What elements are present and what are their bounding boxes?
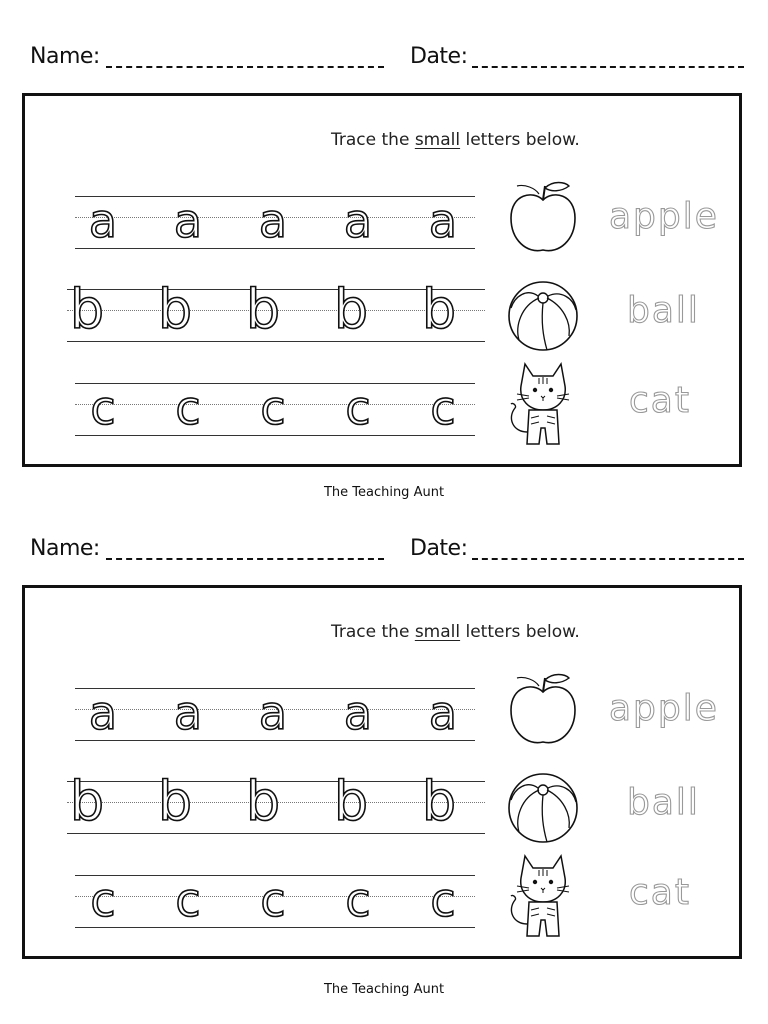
trace-letter: c — [430, 381, 456, 435]
apple-icon — [503, 178, 583, 258]
trace-letter: a — [343, 194, 373, 248]
instruction: Trace the small letters below. — [331, 622, 580, 642]
tracing-row-c — [75, 870, 475, 940]
trace-word-ball: ball — [627, 290, 700, 331]
credit: The Teaching Aunt — [323, 485, 445, 500]
date-label: Date: — [410, 536, 468, 561]
trace-word-ball: ball — [627, 782, 700, 823]
date-label: Date: — [410, 44, 468, 69]
trace-letter: c — [175, 381, 201, 435]
cat-icon — [503, 850, 583, 942]
trace-letter: c — [260, 873, 286, 927]
trace-letter: a — [88, 194, 118, 248]
apple-icon — [503, 670, 583, 750]
date-blank[interactable] — [472, 66, 744, 68]
name-label: Name: — [30, 536, 100, 561]
worksheet-top — [0, 0, 768, 500]
header — [0, 536, 768, 570]
trace-letter: a — [343, 686, 373, 740]
trace-letter: b — [69, 770, 105, 833]
name-label: Name: — [30, 44, 100, 69]
trace-letter: c — [175, 873, 201, 927]
trace-letter: c — [90, 381, 116, 435]
trace-letter: b — [157, 278, 193, 341]
trace-letter: b — [333, 278, 369, 341]
instruction: Trace the small letters below. — [331, 130, 580, 150]
trace-word-cat: cat — [629, 380, 691, 421]
name-blank[interactable] — [106, 66, 384, 68]
trace-letter: a — [173, 686, 203, 740]
trace-letter: b — [245, 770, 281, 833]
trace-word-cat: cat — [629, 872, 691, 913]
tracing-row-b — [67, 770, 485, 846]
tracing-row-a — [75, 683, 475, 753]
trace-word-apple: apple — [609, 688, 719, 729]
tracing-row-c — [75, 378, 475, 448]
trace-word-apple: apple — [609, 196, 719, 237]
trace-letter: a — [428, 194, 458, 248]
trace-letter: c — [345, 381, 371, 435]
trace-letter: c — [90, 873, 116, 927]
name-blank[interactable] — [106, 558, 384, 560]
trace-letter: a — [428, 686, 458, 740]
cat-icon — [503, 358, 583, 450]
trace-letter: c — [345, 873, 371, 927]
trace-letter: b — [157, 770, 193, 833]
credit: The Teaching Aunt — [323, 982, 445, 997]
trace-letter: a — [88, 686, 118, 740]
trace-letter: c — [260, 381, 286, 435]
trace-letter: b — [69, 278, 105, 341]
trace-letter: a — [258, 194, 288, 248]
tracing-row-a — [75, 191, 475, 261]
beach-ball-icon — [503, 276, 583, 356]
trace-letter: a — [173, 194, 203, 248]
tracing-box — [22, 585, 742, 959]
trace-letter: b — [421, 278, 457, 341]
tracing-row-b — [67, 278, 485, 354]
worksheet-bottom — [0, 492, 768, 997]
date-blank[interactable] — [472, 558, 744, 560]
trace-letter: b — [333, 770, 369, 833]
trace-letter: b — [245, 278, 281, 341]
beach-ball-icon — [503, 768, 583, 848]
trace-letter: b — [421, 770, 457, 833]
trace-letter: a — [258, 686, 288, 740]
header — [0, 44, 768, 78]
tracing-box — [22, 93, 742, 467]
trace-letter: c — [430, 873, 456, 927]
